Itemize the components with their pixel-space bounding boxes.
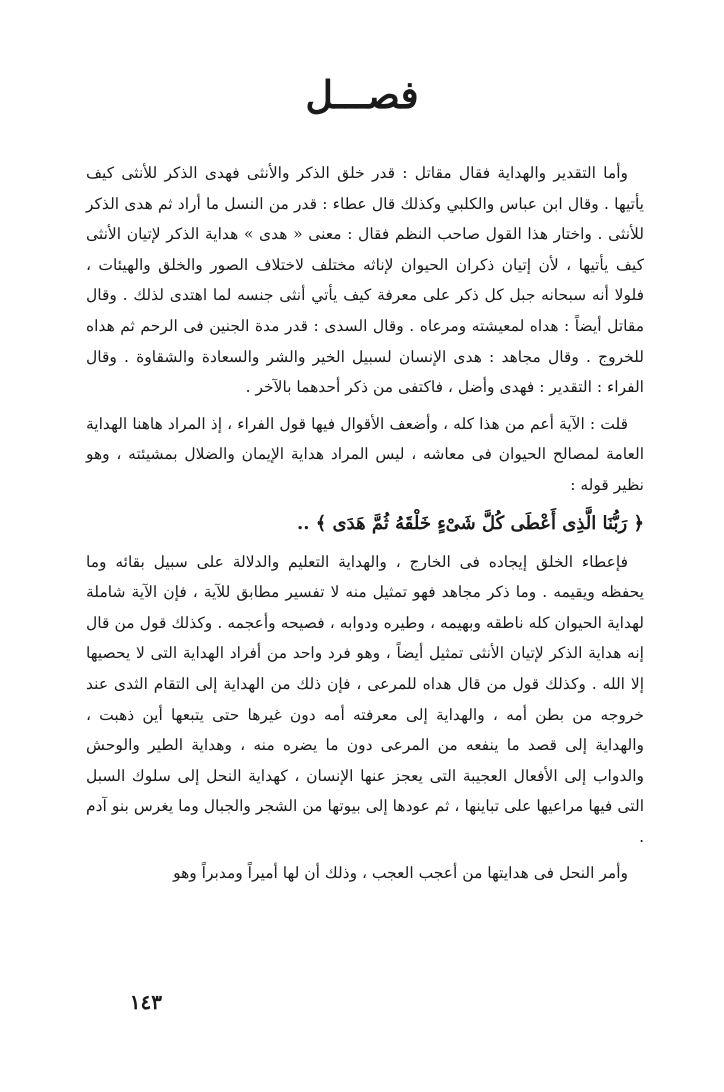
paragraph-tafsir-opinions: وأما التقدير والهداية فقال مقاتل : قدر خلق الذكر والأنثى فهدى الذكر للأنثى كيف يأتيها . وقال ابن عباس والكلبي وكذلك قال عطاء : قدر من النسل ما أراد ثم هدى الذكر للأنثى . واختار هذا القول صاحب النظم فقال : معنى « هدى » هداية الذكر لإتيان الأنثى كيف يأتيها ، لأن إتيان ذكران الحيوان لإناثه مختلف لاختلاف الصور والخلق والهيئات ، فلولا أنه سبحانه جبل كل ذكر على معرفة كيف يأتي أنثى جنسه لما اهتدى لذلك . وقال مقاتل أيضاً : هداه لمعيشته ومرعاه . وقال السدى : قدر مدة الجنين فى الرحم ثم هداه للخروج . وقال مجاهد : هدى الإنسان لسبيل الخير والشر والسعادة والشقاوة . وقال الفراء : التقدير : فهدى وأضل ، فاكتفى من ذكر أحدهما بالآخر . [86, 164, 644, 397]
paragraph-author-comment: قلت : الآية أعم من هذا كله ، وأضعف الأقوال فيها قول الفراء ، إذ المراد هاهنا الهداية العامة لمصالح الحيوان فى معاشه ، ليس المراد هداية الإيمان والضلال بمشيئته ، وهو نظير قوله : [86, 414, 644, 494]
quran-verse: ﴿ رَبُّنَا الَّذِى أَعْطَى كُلَّ شَىْءٍ خَلْقَهُ ثُمَّ هَدَى ﴾ .. [296, 512, 644, 534]
paragraph-bees: وأمر النحل فى هدايتها من أعجب العجب ، وذلك أن لها أميراً ومدبراً وهو [173, 864, 628, 883]
chapter-title: فصـــل [305, 72, 419, 117]
page-number: ١٤٣ [129, 990, 162, 1014]
chapter-heading-wrap [0, 72, 724, 117]
paragraph-guidance-explanation: فإعطاء الخلق إيجاده فى الخارج ، والهداية التعليم والدلالة على سبيل بقائه وما يحفظه ويقيمه . وما ذكر مجاهد فهو تمثيل منه لا تفسير مطابق للآية ، فإن الآية شاملة لهداية الحيوان كله ناطقه وبهيمه ، وطيره ودوابه ، فصيحه وأعجمه . وكذلك قول من قال إنه هداية الذكر لإتيان الأنثى تمثيل أيضاً ، وهو فرد واحد من أفراد الهداية التى لا يحصيها إلا الله . وكذلك قول من قال هداه للمرعى ، فإن ذلك من الهداية إلى التقام الثدى عند خروجه من بطن أمه ، والهداية إلى معرفته أمه دون غيرها حتى يتبعها أين ذهبت ، والهداية إلى قصد ما ينفعه من المرعى دون ما يضره منه ، وهداية الطير والوحش والدواب إلى الأفعال العجيبة التى يعجز عنها الإنسان ، كهداية النحل إلى سلوك السبل التى فيها مراعيها على تباينها ، ثم عودها إلى بيوتها من الشجر والجبال وما يغرس بنو آدم . [86, 552, 644, 846]
body-text [86, 158, 644, 889]
